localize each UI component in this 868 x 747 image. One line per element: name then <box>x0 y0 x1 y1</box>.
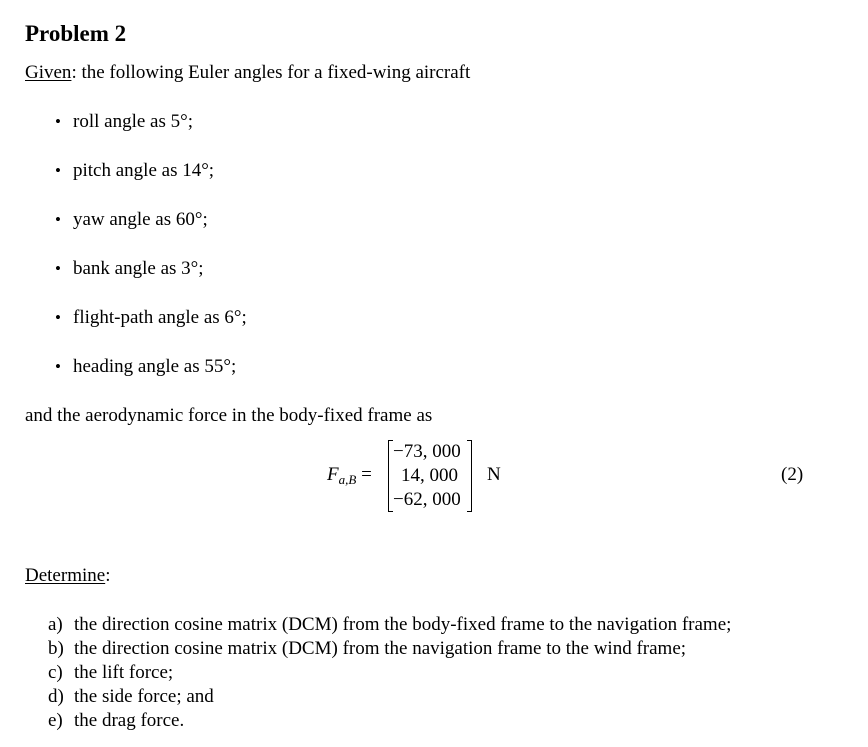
force-symbol: F <box>327 464 339 485</box>
angle-text: roll angle as 5°; <box>73 111 193 132</box>
task-text: the direction cosine matrix (DCM) from the body-fixed frame to the navigation frame; <box>74 614 732 635</box>
right-bracket <box>467 440 472 512</box>
list-item <box>55 110 193 134</box>
matrix-cell: −62, 000 <box>393 489 461 510</box>
bullet-icon: • <box>55 308 61 327</box>
task-text: the direction cosine matrix (DCM) from the navigation frame to the wind frame; <box>74 638 687 659</box>
list-item <box>55 208 208 232</box>
matrix-cell: 14, 000 <box>401 465 458 486</box>
equation-lhs <box>327 463 372 492</box>
equals-sign: = <box>356 464 372 485</box>
task-text: the side force; and <box>74 686 214 707</box>
bullet-icon: • <box>55 210 61 229</box>
equation-number: (2) <box>781 464 804 485</box>
given-text: : the following Euler angles for a fixed-wing aircraft <box>71 62 471 83</box>
matrix-cell: −73, 000 <box>393 441 461 462</box>
bullet-icon: • <box>55 259 61 278</box>
task-letter: c) <box>48 662 63 683</box>
angle-text: bank angle as 3°; <box>73 258 204 279</box>
list-item <box>48 661 173 685</box>
task-letter: a) <box>48 614 63 635</box>
list-item <box>48 637 686 661</box>
angle-text: flight-path angle as 6°; <box>73 307 247 328</box>
determine-suffix: : <box>105 565 111 586</box>
task-text: the lift force; <box>74 662 174 683</box>
force-intro-text: and the aerodynamic force in the body-fixed frame as <box>25 405 433 426</box>
angle-text: yaw angle as 60°; <box>73 209 208 230</box>
left-bracket <box>388 440 393 512</box>
given-statement <box>25 61 470 85</box>
bullet-icon: • <box>55 112 61 131</box>
bullet-icon: • <box>55 161 61 180</box>
task-text: the drag force. <box>74 710 185 731</box>
task-letter: e) <box>48 710 63 731</box>
angle-text: heading angle as 55°; <box>73 356 237 377</box>
task-letter: b) <box>48 638 64 659</box>
list-item <box>55 159 214 183</box>
angle-text: pitch angle as 14°; <box>73 160 215 181</box>
list-item <box>48 685 214 709</box>
list-item <box>55 306 247 330</box>
list-item <box>55 257 204 281</box>
force-vector-matrix <box>388 440 472 512</box>
list-item <box>48 613 731 637</box>
force-unit: N <box>487 464 501 485</box>
determine-label: Determine <box>25 565 106 586</box>
task-letter: d) <box>48 686 64 707</box>
list-item <box>55 355 236 379</box>
bullet-icon: • <box>55 357 61 376</box>
problem-title: Problem 2 <box>25 21 127 46</box>
force-subscript: a,B <box>338 472 357 487</box>
list-item <box>48 709 184 733</box>
determine-heading <box>25 564 110 588</box>
given-label: Given <box>25 62 72 83</box>
